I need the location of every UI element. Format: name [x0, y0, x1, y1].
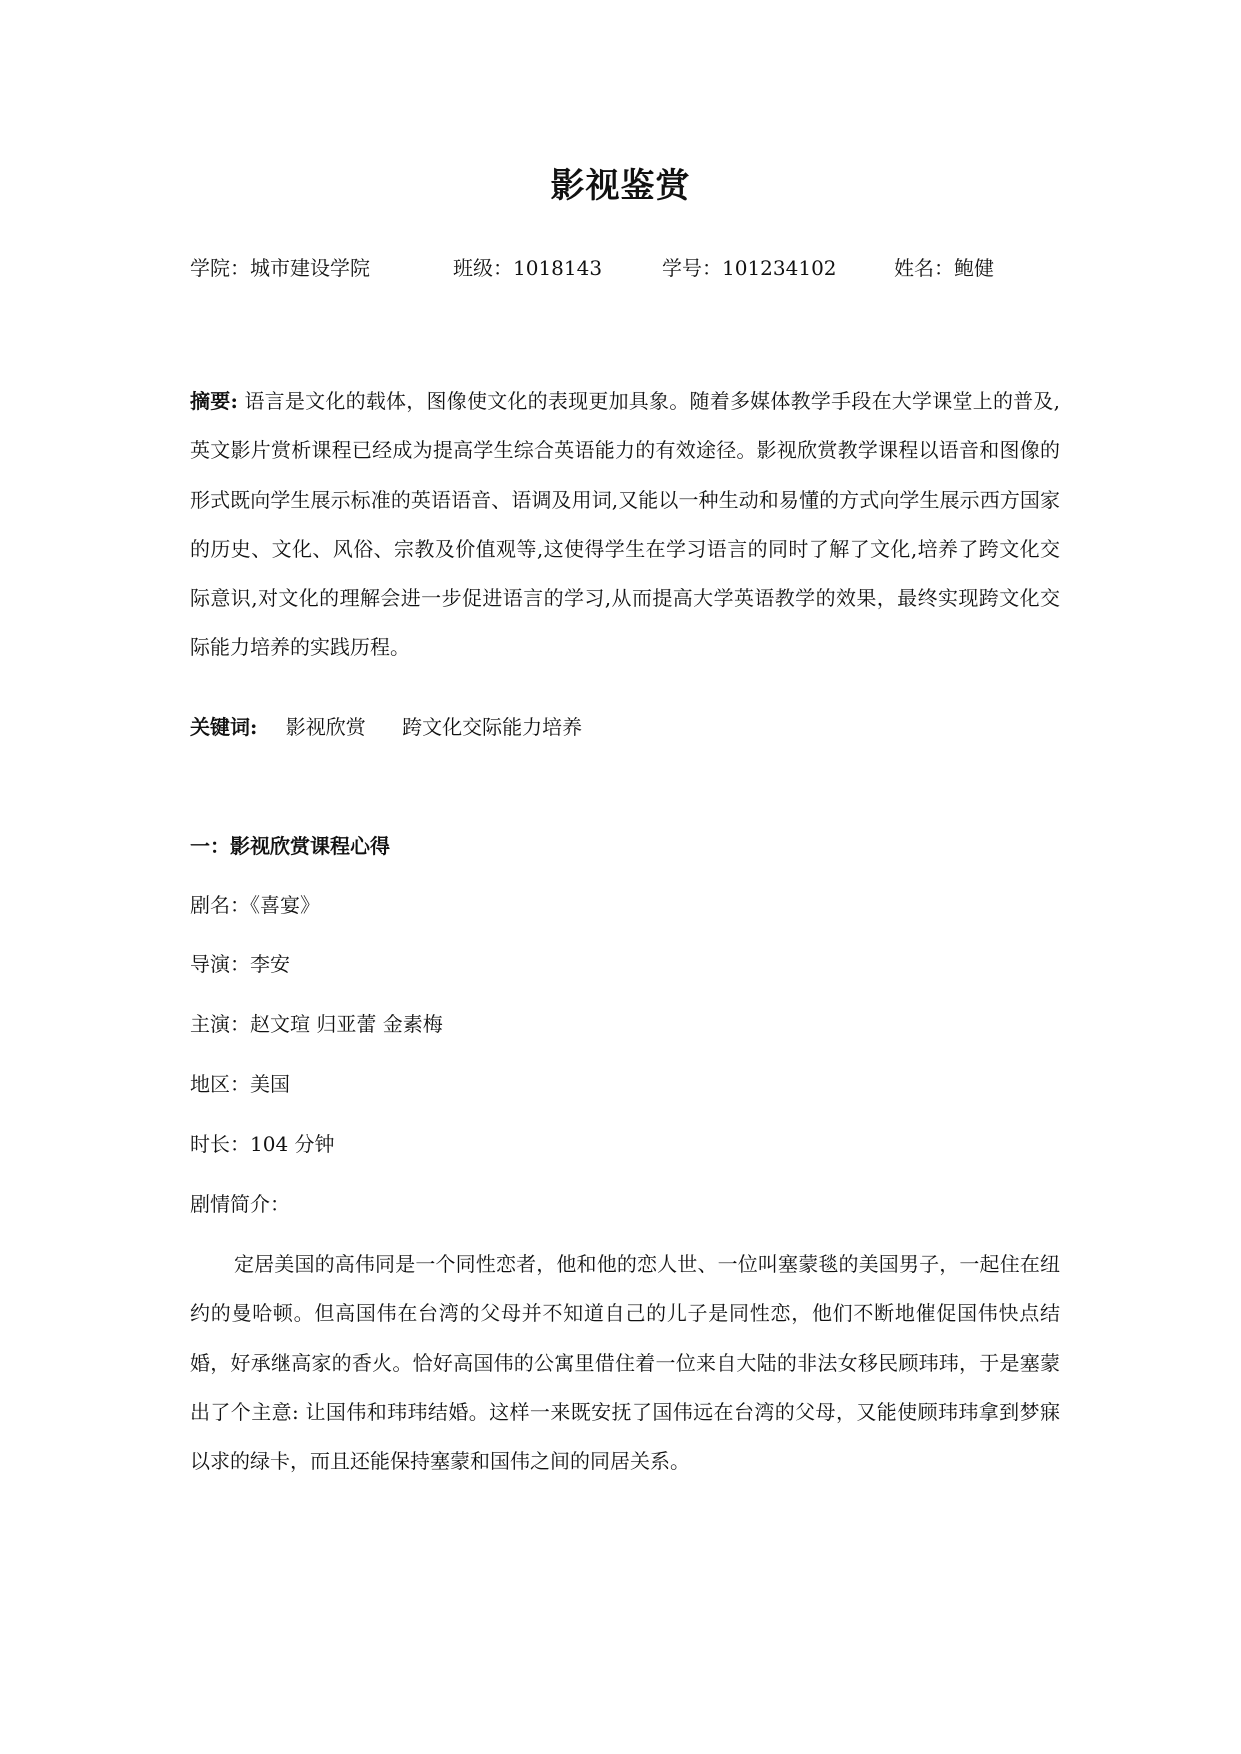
student-id-field: 学号：101234102 [662, 256, 837, 280]
abstract-paragraph [190, 377, 1060, 673]
section-heading: 一：影视欣赏课程心得 [190, 834, 390, 858]
keyword-item: 影视欣赏 [285, 715, 366, 739]
abstract-label: 摘要: [190, 389, 238, 413]
name-field: 姓名：鲍健 [894, 256, 994, 280]
college-field: 学院：城市建设学院 [190, 256, 370, 280]
abstract-text: 语言是文化的载体，图像使文化的表现更加具象。随着多媒体教学手段在大学课堂上的普及,英文影片赏析课程已经成为提高学生综合英语能力的有效途径。影视欣赏教学课程以语音和图像的形式既向学生展示标准的英语语音、语调及用词,又能以一种生动和易懂的方式向学生展示西方国家的历史、文化、风俗、宗教及价值观等,这使得学生在学习语言的同时了解了文化,培养了跨文化交际意识,对文化的理解会进一步促进语言的学习,从而提高大学英语教学的效果，最终实现跨文化交际能力培养的实践历程。 [190, 389, 1060, 660]
region-line: 地区：美国 [190, 1072, 290, 1096]
keywords-label: 关键词: [190, 715, 258, 739]
keywords-line [190, 711, 612, 740]
duration-line: 时长：104 分钟 [190, 1132, 335, 1156]
document-title: 影视鉴赏 [550, 166, 691, 206]
synopsis-paragraph: 定居美国的高伟同是一个同性恋者，他和他的恋人世、一位叫塞蒙毯的美国男子，一起住在纽约的曼哈顿。但高国伟在台湾的父母并不知道自己的儿子是同性恋，他们不断地催促国伟快点结婚，好承继高家的香火。恰好高国伟的公寓里借住着一位来自大陆的非法女移民顾玮玮，于是塞蒙出了个主意: 让国伟和玮玮结婚。这样一来既安抚了国伟远在台湾的父母，又能使顾玮玮拿到梦寐以求的绿卡，而且还能保持塞蒙和国伟之间的同居关系。 [190, 1252, 1060, 1474]
keyword-item: 跨文化交际能力培养 [402, 715, 583, 739]
synopsis-label: 剧情简介： [190, 1192, 290, 1216]
director-line: 导演：李安 [190, 952, 290, 976]
cast-line: 主演：赵文瑄 归亚蕾 金素梅 [190, 1012, 443, 1036]
student-info [190, 252, 1090, 282]
class-field: 班级：1018143 [453, 256, 603, 280]
film-title-line: 剧名：《喜宴》 [190, 893, 320, 917]
